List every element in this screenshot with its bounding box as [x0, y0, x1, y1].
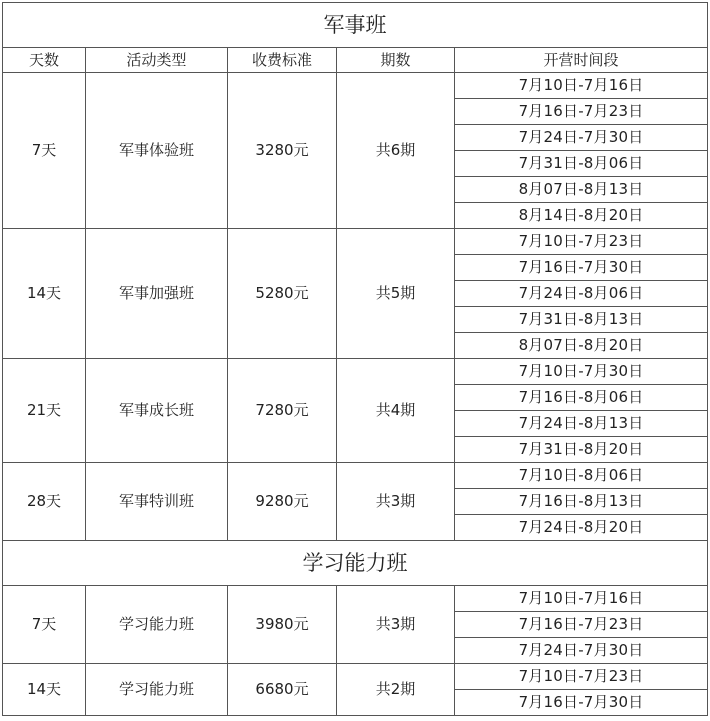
date-range-cell: 7月31日-8月06日: [455, 151, 708, 177]
activity-type-cell: 学习能力班: [86, 664, 228, 716]
periods-cell: 共3期: [337, 586, 455, 664]
date-range-cell: 7月16日-7月30日: [455, 690, 708, 716]
section-title-row: [3, 541, 708, 586]
activity-type-cell: 军事特训班: [86, 463, 228, 541]
date-range-cell: 7月10日-7月23日: [455, 229, 708, 255]
section-title-row: [3, 3, 708, 48]
table-row: [3, 73, 708, 99]
fee-cell: 9280元: [228, 463, 337, 541]
fee-cell: 5280元: [228, 229, 337, 359]
date-range-cell: 7月10日-8月06日: [455, 463, 708, 489]
date-range-cell: 7月16日-8月06日: [455, 385, 708, 411]
date-range-cell: 7月10日-7月16日: [455, 73, 708, 99]
fee-cell: 7280元: [228, 359, 337, 463]
table-header-row: [3, 48, 708, 73]
table-row: [3, 463, 708, 489]
activity-type-cell: 军事体验班: [86, 73, 228, 229]
periods-cell: 共5期: [337, 229, 455, 359]
activity-type-cell: 学习能力班: [86, 586, 228, 664]
date-range-cell: 7月24日-8月06日: [455, 281, 708, 307]
date-range-cell: 7月24日-8月13日: [455, 411, 708, 437]
camp-schedule-table: [2, 2, 708, 716]
date-range-cell: 7月10日-7月30日: [455, 359, 708, 385]
date-range-cell: 7月16日-7月23日: [455, 99, 708, 125]
date-range-cell: 7月31日-8月13日: [455, 307, 708, 333]
section-title: 学习能力班: [3, 541, 708, 586]
date-range-cell: 8月07日-8月13日: [455, 177, 708, 203]
periods-cell: 共6期: [337, 73, 455, 229]
date-range-cell: 7月16日-7月23日: [455, 612, 708, 638]
date-range-cell: 7月24日-7月30日: [455, 638, 708, 664]
date-range-cell: 7月10日-7月16日: [455, 586, 708, 612]
table-row: [3, 664, 708, 690]
date-range-cell: 7月16日-7月30日: [455, 255, 708, 281]
date-range-cell: 7月16日-8月13日: [455, 489, 708, 515]
header-days: 天数: [3, 48, 86, 73]
periods-cell: 共4期: [337, 359, 455, 463]
activity-type-cell: 军事加强班: [86, 229, 228, 359]
header-dates: 开营时间段: [455, 48, 708, 73]
days-cell: 14天: [3, 664, 86, 716]
periods-cell: 共2期: [337, 664, 455, 716]
date-range-cell: 7月24日-7月30日: [455, 125, 708, 151]
fee-cell: 6680元: [228, 664, 337, 716]
header-periods: 期数: [337, 48, 455, 73]
header-activity-type: 活动类型: [86, 48, 228, 73]
periods-cell: 共3期: [337, 463, 455, 541]
fee-cell: 3980元: [228, 586, 337, 664]
date-range-cell: 7月31日-8月20日: [455, 437, 708, 463]
days-cell: 21天: [3, 359, 86, 463]
table-row: [3, 229, 708, 255]
section-title: 军事班: [3, 3, 708, 48]
date-range-cell: 7月24日-8月20日: [455, 515, 708, 541]
days-cell: 7天: [3, 73, 86, 229]
header-fee: 收费标准: [228, 48, 337, 73]
date-range-cell: 8月07日-8月20日: [455, 333, 708, 359]
activity-type-cell: 军事成长班: [86, 359, 228, 463]
table-row: [3, 359, 708, 385]
schedule-body: [3, 3, 708, 716]
date-range-cell: 7月10日-7月23日: [455, 664, 708, 690]
days-cell: 28天: [3, 463, 86, 541]
table-row: [3, 586, 708, 612]
days-cell: 7天: [3, 586, 86, 664]
days-cell: 14天: [3, 229, 86, 359]
fee-cell: 3280元: [228, 73, 337, 229]
date-range-cell: 8月14日-8月20日: [455, 203, 708, 229]
